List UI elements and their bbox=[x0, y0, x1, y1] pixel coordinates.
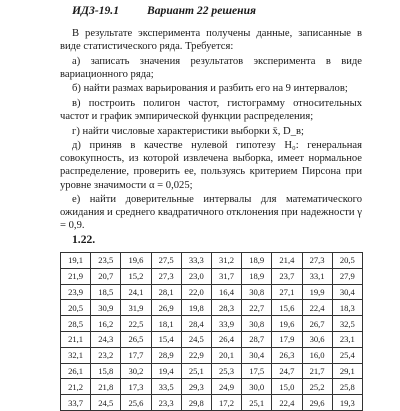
table-cell: 26,5 bbox=[121, 331, 151, 347]
table-cell: 29,1 bbox=[332, 363, 362, 379]
table-cell: 15,0 bbox=[272, 379, 302, 395]
table-cell: 30,2 bbox=[121, 363, 151, 379]
table-cell: 31,2 bbox=[211, 253, 241, 269]
table-cell: 32,1 bbox=[61, 347, 91, 363]
table-cell: 30,4 bbox=[332, 284, 362, 300]
table-cell: 24,9 bbox=[211, 379, 241, 395]
problem-number: 1.22. bbox=[72, 233, 96, 246]
table-row bbox=[61, 268, 363, 284]
table-cell: 25,2 bbox=[302, 379, 332, 395]
table-row bbox=[61, 284, 363, 300]
table-cell: 30,4 bbox=[242, 347, 272, 363]
table-cell: 26,1 bbox=[61, 363, 91, 379]
task-e: д) приняв в качестве нулевой гипотезу H₀: генеральная совокупность, из которой извлечена выборка, имеет нормальное распределение, проверить ее, пользуясь критерием Пирсона при уровне значимости α = 0,025; bbox=[60, 140, 362, 191]
table-cell: 23,5 bbox=[91, 253, 121, 269]
table-cell: 26,3 bbox=[272, 347, 302, 363]
variant-title: Вариант 22 решения bbox=[147, 4, 257, 17]
data-table-body bbox=[61, 253, 363, 411]
table-cell: 21,9 bbox=[61, 268, 91, 284]
table-cell: 19,4 bbox=[151, 363, 181, 379]
table-cell: 20,5 bbox=[332, 253, 362, 269]
table-cell: 27,1 bbox=[272, 284, 302, 300]
table-cell: 22,0 bbox=[181, 284, 211, 300]
table-cell: 17,7 bbox=[121, 347, 151, 363]
table-cell: 29,6 bbox=[302, 395, 332, 411]
table-cell: 15,4 bbox=[151, 331, 181, 347]
table-cell: 22,9 bbox=[181, 347, 211, 363]
table-cell: 33,7 bbox=[61, 395, 91, 411]
table-cell: 29,3 bbox=[181, 379, 211, 395]
table-cell: 28,7 bbox=[242, 331, 272, 347]
table-cell: 22,4 bbox=[302, 300, 332, 316]
table-cell: 21,1 bbox=[61, 331, 91, 347]
table-cell: 18,9 bbox=[242, 268, 272, 284]
task-a: а) записать значения результатов эксперимента в виде вариационного ряда; bbox=[60, 55, 362, 80]
table-cell: 15,8 bbox=[91, 363, 121, 379]
table-row bbox=[61, 363, 363, 379]
table-cell: 16,4 bbox=[211, 284, 241, 300]
table-cell: 19,9 bbox=[302, 284, 332, 300]
table-cell: 24,7 bbox=[272, 363, 302, 379]
table-cell: 23,1 bbox=[332, 331, 362, 347]
table-cell: 30,8 bbox=[242, 284, 272, 300]
table-cell: 18,5 bbox=[91, 284, 121, 300]
table-cell: 30,8 bbox=[242, 316, 272, 332]
table-cell: 19,8 bbox=[181, 300, 211, 316]
task-f: е) найти доверительные интервалы для математического ожидания и среднего квадратичного отклонения при надежности γ = 0,9. bbox=[60, 194, 362, 232]
table-cell: 29,8 bbox=[181, 395, 211, 411]
table-cell: 33,3 bbox=[181, 253, 211, 269]
table-row bbox=[61, 253, 363, 269]
task-c: в) построить полигон частот, гистограмму относительных частот и график эмпирической функции распределения; bbox=[60, 97, 362, 123]
table-cell: 31,9 bbox=[121, 300, 151, 316]
table-cell: 25,1 bbox=[181, 363, 211, 379]
table-cell: 24,3 bbox=[91, 331, 121, 347]
table-cell: 24,1 bbox=[121, 284, 151, 300]
table-cell: 25,6 bbox=[121, 395, 151, 411]
table-cell: 24,5 bbox=[181, 331, 211, 347]
table-cell: 19,3 bbox=[332, 395, 362, 411]
table-cell: 19,1 bbox=[61, 253, 91, 269]
table-cell: 28,9 bbox=[151, 347, 181, 363]
table-cell: 26,9 bbox=[151, 300, 181, 316]
table-cell: 17,2 bbox=[211, 395, 241, 411]
table-row bbox=[61, 379, 363, 395]
table-row bbox=[61, 300, 363, 316]
table-row bbox=[61, 316, 363, 332]
table-cell: 18,1 bbox=[151, 316, 181, 332]
table-cell: 30,0 bbox=[242, 379, 272, 395]
data-table bbox=[60, 252, 363, 411]
table-cell: 28,5 bbox=[61, 316, 91, 332]
table-cell: 27,9 bbox=[332, 268, 362, 284]
table-cell: 25,1 bbox=[242, 395, 272, 411]
table-cell: 30,6 bbox=[302, 331, 332, 347]
table-cell: 23,2 bbox=[91, 347, 121, 363]
table-cell: 17,3 bbox=[121, 379, 151, 395]
table-cell: 23,7 bbox=[272, 268, 302, 284]
table-cell: 18,3 bbox=[332, 300, 362, 316]
table-cell: 25,4 bbox=[332, 347, 362, 363]
table-cell: 28,4 bbox=[181, 316, 211, 332]
table-cell: 21,8 bbox=[91, 379, 121, 395]
table-cell: 23,0 bbox=[181, 268, 211, 284]
table-cell: 22,7 bbox=[242, 300, 272, 316]
table-cell: 27,3 bbox=[302, 253, 332, 269]
intro-paragraph: В результате эксперимента получены данные, записанные в виде статистического ряда. Требуется: bbox=[60, 28, 362, 53]
table-cell: 21,2 bbox=[61, 379, 91, 395]
table-cell: 25,8 bbox=[332, 379, 362, 395]
assignment-code: ИДЗ-19.1 bbox=[72, 4, 119, 17]
table-row bbox=[61, 331, 363, 347]
table-cell: 33,1 bbox=[302, 268, 332, 284]
table-cell: 18,9 bbox=[242, 253, 272, 269]
table-cell: 16,2 bbox=[91, 316, 121, 332]
table-cell: 31,7 bbox=[211, 268, 241, 284]
table-cell: 17,5 bbox=[242, 363, 272, 379]
table-cell: 20,7 bbox=[91, 268, 121, 284]
table-cell: 22,4 bbox=[272, 395, 302, 411]
page-header bbox=[72, 4, 256, 17]
table-cell: 21,4 bbox=[272, 253, 302, 269]
task-text bbox=[60, 27, 362, 232]
table-cell: 19,6 bbox=[272, 316, 302, 332]
table-cell: 28,1 bbox=[151, 284, 181, 300]
table-cell: 20,1 bbox=[211, 347, 241, 363]
table-cell: 33,5 bbox=[151, 379, 181, 395]
table-cell: 27,5 bbox=[151, 253, 181, 269]
table-cell: 23,3 bbox=[151, 395, 181, 411]
table-cell: 22,5 bbox=[121, 316, 151, 332]
table-cell: 20,5 bbox=[61, 300, 91, 316]
table-cell: 21,7 bbox=[302, 363, 332, 379]
table-cell: 24,5 bbox=[91, 395, 121, 411]
table-cell: 30,9 bbox=[91, 300, 121, 316]
table-cell: 23,9 bbox=[61, 284, 91, 300]
table-cell: 17,9 bbox=[272, 331, 302, 347]
task-b: б) найти размах варьирования и разбить его на 9 интервалов; bbox=[72, 83, 348, 95]
table-cell: 25,3 bbox=[211, 363, 241, 379]
task-d: г) найти числовые характеристики выборки x̄, D_в; bbox=[72, 125, 304, 137]
table-cell: 32,5 bbox=[332, 316, 362, 332]
table-cell: 33,9 bbox=[211, 316, 241, 332]
table-row bbox=[61, 395, 363, 411]
table-cell: 15,6 bbox=[272, 300, 302, 316]
table-cell: 28,3 bbox=[211, 300, 241, 316]
table-cell: 15,2 bbox=[121, 268, 151, 284]
table-cell: 16,0 bbox=[302, 347, 332, 363]
table-cell: 27,3 bbox=[151, 268, 181, 284]
table-row bbox=[61, 347, 363, 363]
table-cell: 26,4 bbox=[211, 331, 241, 347]
table-cell: 26,7 bbox=[302, 316, 332, 332]
table-cell: 19,6 bbox=[121, 253, 151, 269]
